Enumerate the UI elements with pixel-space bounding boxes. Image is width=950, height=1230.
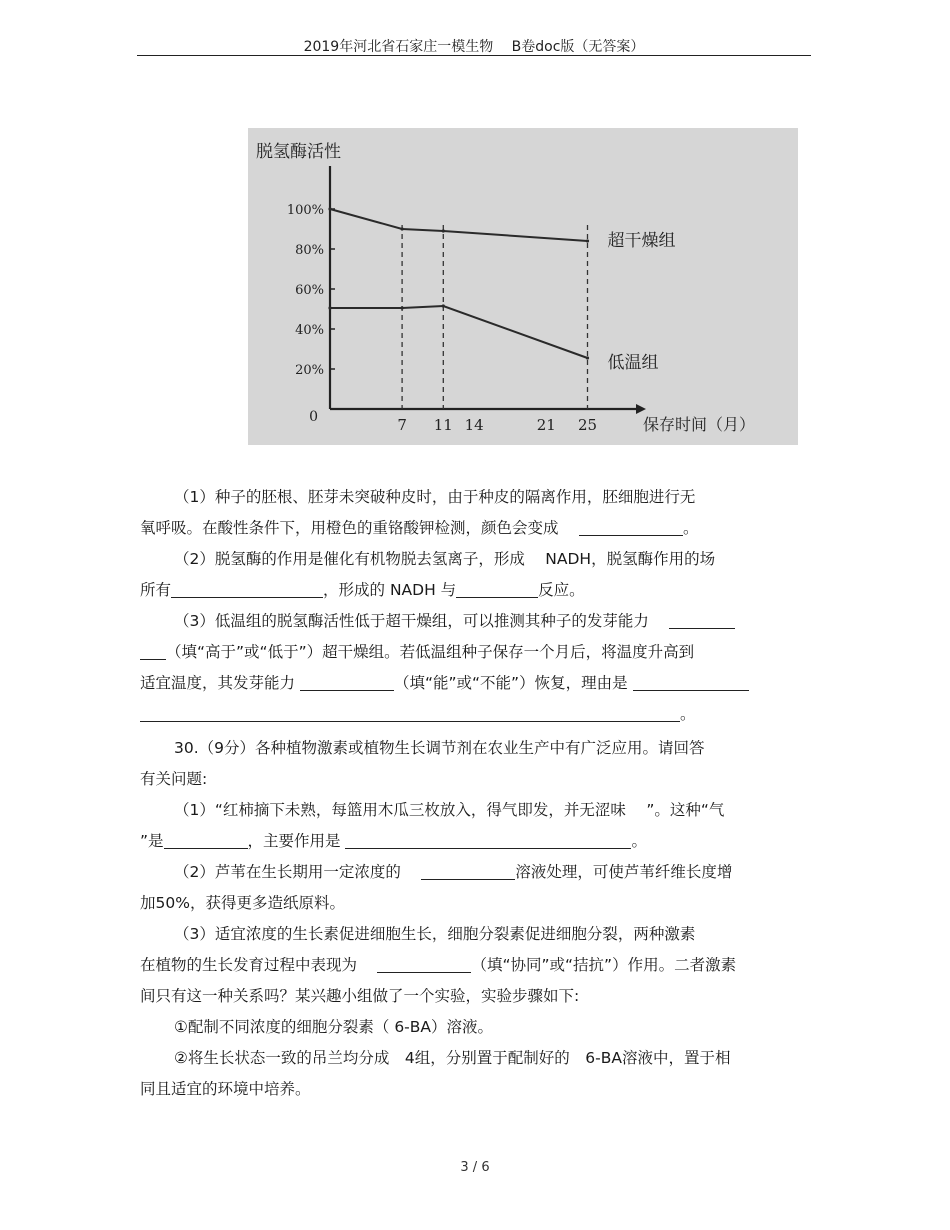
q30-title-line1: 30.（9分）各种植物激素或植物生长调节剂在农业生产中有广泛应用。请回答 (174, 739, 705, 757)
q29-part2-line1: （2）脱氢酶的作用是催化有机物脱去氢离子，形成 NADH，脱氢酶作用的场 (174, 550, 716, 568)
page-number: 3 / 6 (460, 1160, 490, 1175)
answer-blank[interactable] (140, 703, 680, 722)
data-point (401, 227, 404, 230)
x-axis-label: 保存时间（月） (643, 415, 756, 434)
data-point (328, 306, 331, 309)
y-tick-label: 100% (286, 203, 324, 218)
period: 。 (682, 519, 699, 537)
answer-blank[interactable] (164, 830, 248, 849)
q30-part3-line1: （3）适宜浓度的生长素促进细胞生长，细胞分裂素促进细胞分裂，两种激素 (174, 925, 696, 943)
data-point (328, 207, 331, 210)
x-tick-label: 11 (433, 416, 453, 434)
q29-part2-line2 (140, 575, 812, 606)
x-tick-label: 14 (464, 416, 484, 434)
x-tick-label: 25 (577, 416, 598, 434)
period: 。 (680, 705, 696, 723)
origin-label: 0 (309, 409, 318, 425)
series-line-low-temp (330, 306, 588, 358)
q29-part3-line4 (140, 699, 812, 730)
answer-blank[interactable] (171, 579, 323, 598)
q30-part1-text-b: ，主要作用是 (247, 832, 341, 850)
q30-part2-text-a: （2）芦苇在生长期用一定浓度的 (174, 863, 401, 881)
activity-chart-figure (248, 128, 798, 445)
series-label-low-temp: 低温组 (607, 353, 659, 373)
q29-part3-line2 (140, 637, 812, 668)
q30-part3-text-a: 在植物的生长发育过程中表现为 (140, 956, 358, 974)
q30-part1-line2 (140, 826, 812, 857)
data-point (442, 304, 445, 307)
q30-part2-line2: 加50%，获得更多造纸原料。 (140, 894, 345, 912)
series-line-super-dry (330, 209, 588, 241)
q30-part2-text-b: 溶液处理，可使芦苇纤维长度增 (515, 863, 733, 881)
answer-blank[interactable] (421, 861, 515, 880)
q29-part1-text: 氧呼吸。在酸性条件下，用橙色的重铬酸钾检测，颜色会变成 (140, 519, 559, 537)
q29-part2-text-b: ，形成的 NADH 与 (323, 581, 457, 599)
data-point (586, 356, 589, 359)
y-tick-label: 60% (295, 283, 324, 298)
q29-part3-line3 (140, 668, 812, 699)
q30-step2-line1: ②将生长状态一致的吊兰均分成 4组，分别置于配制好的 6-BA溶液中，置于相 (174, 1049, 731, 1067)
y-tick-label: 20% (295, 363, 324, 378)
answer-blank[interactable] (140, 641, 166, 660)
answer-blank[interactable] (579, 517, 683, 536)
q30-step2-line2: 同且适宜的环境中培养。 (140, 1080, 311, 1098)
q30-part3-line3: 间只有这一种关系吗？某兴趣小组做了一个实验，实验步骤如下: (140, 987, 580, 1005)
answer-blank[interactable] (377, 954, 471, 973)
data-point (442, 229, 445, 232)
q30-part1-line1: （1）“红柿摘下未熟，每篮用木瓜三枚放入，得气即发，并无涩味 ”。这种“气 (174, 801, 725, 819)
activity-chart (248, 128, 798, 445)
q30-part1-text-a: ”是 (140, 832, 164, 850)
q29-part2-text-a: 所有 (140, 581, 172, 599)
q29-part3-text-a: （3）低温组的脱氢酶活性低于超干燥组，可以推测其种子的发芽能力 (174, 612, 649, 630)
answer-blank[interactable] (456, 579, 538, 598)
q29-part3-text-b: （填“高于”或“低于”）超干燥组。若低温组种子保存一个月后，将温度升高到 (166, 643, 695, 661)
question-29-section (140, 482, 812, 730)
x-tick-label: 7 (397, 416, 407, 434)
page-header: 2019年河北省石家庄一模生物 B卷doc版（无答案） (303, 39, 645, 55)
q30-part3-text-b: （填“协同”或“拮抗”）作用。二者激素 (471, 956, 737, 974)
q29-part2-text-c: 反应。 (538, 581, 585, 599)
q29-part3-text-c: 适宜温度，其发芽能力 (140, 674, 296, 692)
answer-blank[interactable] (345, 830, 631, 849)
q29-part3-text-d: （填“能”或“不能”）恢复，理由是 (393, 674, 628, 692)
data-point (401, 306, 404, 309)
q30-title-line2: 有关问题: (140, 770, 208, 788)
x-axis-arrow (636, 404, 646, 414)
q30-part2-line1 (140, 857, 812, 888)
y-tick-label: 80% (295, 243, 324, 258)
answer-blank[interactable] (669, 610, 735, 629)
data-point (586, 239, 589, 242)
y-axis-label: 脱氢酶活性 (256, 142, 341, 162)
header-rule (137, 55, 811, 56)
q30-part3-line2 (140, 950, 812, 981)
y-tick-label: 40% (295, 323, 324, 338)
answer-blank[interactable] (633, 672, 749, 691)
question-30-section (140, 733, 812, 1105)
q30-step1: ①配制不同浓度的细胞分裂素（ 6-BA）溶液。 (174, 1018, 494, 1036)
x-tick-label: 21 (536, 416, 556, 434)
q29-part1-line2 (140, 513, 812, 544)
series-label-super-dry: 超干燥组 (607, 231, 676, 251)
answer-blank[interactable] (300, 672, 394, 691)
q29-part3-line1 (140, 606, 812, 637)
q29-part1-line1: （1）种子的胚根、胚芽未突破种皮时，由于种皮的隔离作用，胚细胞进行无 (174, 488, 696, 506)
period: 。 (631, 832, 647, 850)
